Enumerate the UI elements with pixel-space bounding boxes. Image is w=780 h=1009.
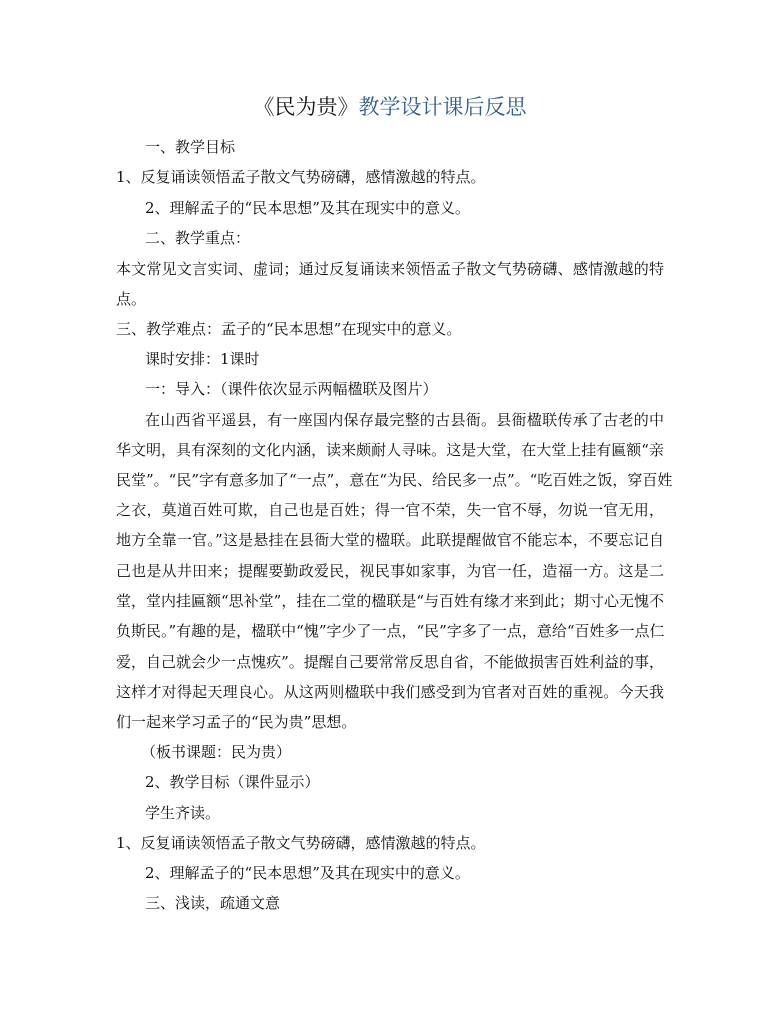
- title-book-name: 《民为贵》: [253, 95, 359, 119]
- schedule-text: 课时安排：1课时: [145, 350, 260, 368]
- paragraph-line: 负斯民。”有趣的是，楹联中“愧”字少了一点，“民”字多了一点，意给“百姓多一点仁: [116, 622, 665, 640]
- heading-goals-display: 2、教学目标（课件显示）: [145, 773, 320, 791]
- heading-key-points: 二、教学重点：: [145, 229, 251, 247]
- paragraph-line: 爱，自己就会少一点愧疚”。提醒自己要常常反思自省，不能做损害百姓利益的事，: [116, 653, 664, 671]
- document-title: [0, 92, 780, 122]
- goal-item-1-repeat: 1、反复诵读领悟孟子散文气势磅礴，感情激越的特点。: [116, 834, 486, 852]
- paragraph-line: 之衣，莫道百姓可欺，自己也是百姓；得一官不荣，失一官不辱，勿说一官无用，: [116, 501, 664, 519]
- board-note: （板书课题：民为贵）: [141, 743, 292, 761]
- paragraph-line: 这样才对得起天理良心。从这两则楹联中我们感受到为官者对百姓的重视。今天我: [116, 683, 664, 701]
- heading-teaching-goals: 一、教学目标: [145, 138, 236, 156]
- paragraph-line: 己也是从井田来；提醒要勤政爱民，视民事如家事，为官一任，造福一方。这是二: [116, 562, 664, 580]
- paragraph-line: 堂，堂内挂匾额“思补堂”，挂在二堂的楹联是“与百姓有缘才来到此；期寸心无愧不: [116, 592, 665, 610]
- goal-item-1: 1、反复诵读领悟孟子散文气势磅礴，感情激越的特点。: [116, 168, 486, 186]
- paragraph-line: 华文明，具有深刻的文化内涵，读来颇耐人寻味。这是大堂，在大堂上挂有匾额“亲: [116, 441, 664, 459]
- students-read: 学生齐读。: [145, 804, 221, 822]
- key-points-text-end: 点。: [116, 290, 147, 308]
- paragraph-line: 民堂”。“民”字有意多加了“一点”，意在“为民、给民多一点”。“吃百姓之饭，穿百姓: [116, 471, 673, 489]
- goal-item-2-repeat: 2、理解孟子的“民本思想”及其在现实中的意义。: [145, 864, 470, 882]
- heading-shallow-reading: 三、浅读，疏通文意: [145, 894, 281, 912]
- intro-heading: 一：导入：（课件依次显示两幅楹联及图片）: [145, 380, 438, 398]
- heading-difficulties: 三、教学难点：孟子的“民本思想”在现实中的意义。: [116, 320, 462, 338]
- paragraph-line: 地方全靠一官。”这是悬挂在县衙大堂的楹联。此联提醒做官不能忘本，不要忘记自: [116, 531, 664, 549]
- key-points-text: 本文常见文言实词、虚词；通过反复诵读来领悟孟子散文气势磅礴、感情激越的特: [116, 260, 664, 278]
- paragraph-line: 们一起来学习孟子的“民为贵”思想。: [116, 713, 357, 731]
- goal-item-2: 2、理解孟子的“民本思想”及其在现实中的意义。: [145, 199, 470, 217]
- paragraph-line: 在山西省平遥县，有一座国内保存最完整的古县衙。县衙楹联传承了古老的中: [145, 411, 664, 429]
- title-subtitle: 教学设计课后反思: [358, 95, 527, 119]
